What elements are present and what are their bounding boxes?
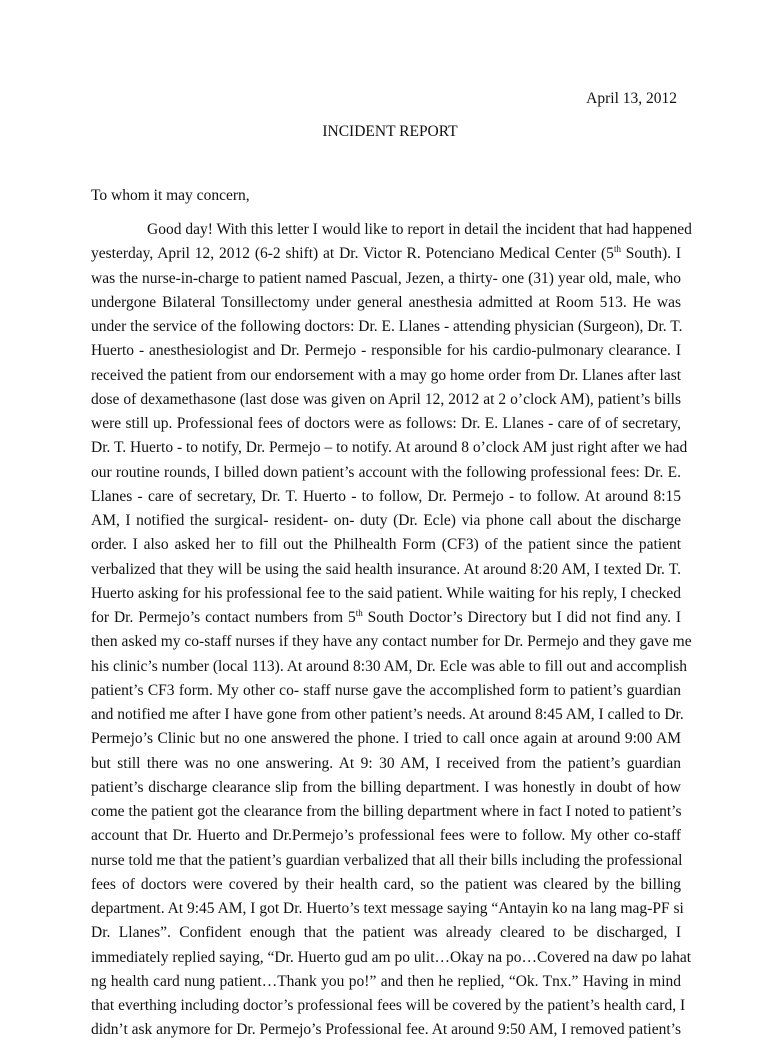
body-line: but still there was no one answering. At 9: 30 AM, I received from the patient’s guardian <box>91 754 681 772</box>
body-line: were still up. Professional fees of doctors were as follows: Dr. E. Llanes - care of of secretary, <box>91 415 681 432</box>
report-date: April 13, 2012 <box>586 90 677 107</box>
body-line: patient’s discharge clearance slip from the billing department. I was honestly in doubt of how <box>91 778 681 796</box>
body-line: ng health card nung patient…Thank you po!” and then he replied, “Ok. Tnx.” Having in mind <box>91 972 681 990</box>
body-line: Huerto asking for his professional fee to the said patient. While waiting for his reply, I checked <box>91 584 681 602</box>
body-line: nurse told me that the patient’s guardian verbalized that all their bills including the professional <box>91 851 683 869</box>
body-line: Good day! With this letter I would like to report in detail the incident that had happened <box>147 221 692 238</box>
body-line: department. At 9:45 AM, I got Dr. Huerto’s text message saying “Antayin ko na lang mag-PF si <box>91 900 684 917</box>
body-line: received the patient from our endorsement with a may go home order from Dr. Llanes after last <box>91 366 682 384</box>
body-line: fees of doctors were covered by their health card, so the patient was cleared by the billing <box>91 875 681 893</box>
body-line: then asked my co-staff nurses if they have any contact number for Dr. Permejo and they gave me <box>91 633 692 651</box>
body-line: under the service of the following doctors: Dr. E. Llanes - attending physician (Surgeon), Dr. T. <box>91 318 683 335</box>
body-line: yesterday, April 12, 2012 (6-2 shift) at Dr. Victor R. Potenciano Medical Center (5th South). I <box>91 244 681 263</box>
body-line: for Dr. Permejo’s contact numbers from 5th South Doctor’s Directory but I did not find any. I <box>91 607 682 626</box>
body-line: his clinic’s number (local 113). At around 8:30 AM, Dr. Ecle was able to fill out and accomplish <box>91 657 688 675</box>
body-line: undergone Bilateral Tonsillectomy under general anesthesia admitted at Room 513. He was <box>91 293 681 311</box>
salutation: To whom it may concern, <box>91 187 250 204</box>
body-line: patient’s CF3 form. My other co- staff nurse gave the accomplished form to patient’s guardian <box>91 681 681 699</box>
body-line: dose of dexamethasone (last dose was given on April 12, 2012 at 2 o’clock AM), patient’s bills <box>91 390 681 408</box>
body-line: verbalized that they will be using the said health insurance. At around 8:20 AM, I texted Dr. T. <box>91 560 681 578</box>
body-line: didn’t ask anymore for Dr. Permejo’s Professional fee. At around 9:50 AM, I removed patient’s <box>91 1021 681 1039</box>
body-line: Dr. T. Huerto - to notify, Dr. Permejo – to notify. At around 8 o’clock AM just right after we had <box>91 439 688 457</box>
body-line: Llanes - care of secretary, Dr. T. Huerto - to follow, Dr. Permejo - to follow. At around 8:15 <box>91 487 681 505</box>
body-line: Permejo’s Clinic but no one answered the phone. I tried to call once again at around 9:00 AM <box>91 730 681 748</box>
body-line: account that Dr. Huerto and Dr.Permejo’s professional fees were to follow. My other co-staff <box>91 827 681 845</box>
report-body <box>91 218 692 1043</box>
body-line: Dr. Llanes”. Confident enough that the patient was already cleared to be discharged, I <box>91 924 681 942</box>
body-line: our routine rounds, I billed down patient’s account with the following professional fees: Dr. E. <box>91 463 681 481</box>
body-line: AM, I notified the surgical- resident- on- duty (Dr. Ecle) via phone call about the discharge <box>91 512 681 529</box>
body-line: come the patient got the clearance from the billing department where in fact I noted to patient’s <box>91 803 682 820</box>
body-line: and notified me after I have gone from other patient’s needs. At around 8:45 AM, I called to Dr. <box>91 706 684 723</box>
report-title: INCIDENT REPORT <box>322 123 458 140</box>
body-line: was the nurse-in-charge to patient named Pascual, Jezen, a thirty- one (31) year old, male, who <box>91 269 681 287</box>
body-line: order. I also asked her to fill out the Philhealth Form (CF3) of the patient since the patient <box>91 536 681 554</box>
body-line: that everthing including doctor’s professional fees will be covered by the patient’s health card, I <box>91 997 686 1014</box>
body-line: Huerto - anesthesiologist and Dr. Permejo - responsible for his cardio-pulmonary clearance. I <box>91 342 681 360</box>
body-line: immediately replied saying, “Dr. Huerto gud am po ulit…Okay na po…Covered na daw po lahat <box>91 948 692 966</box>
